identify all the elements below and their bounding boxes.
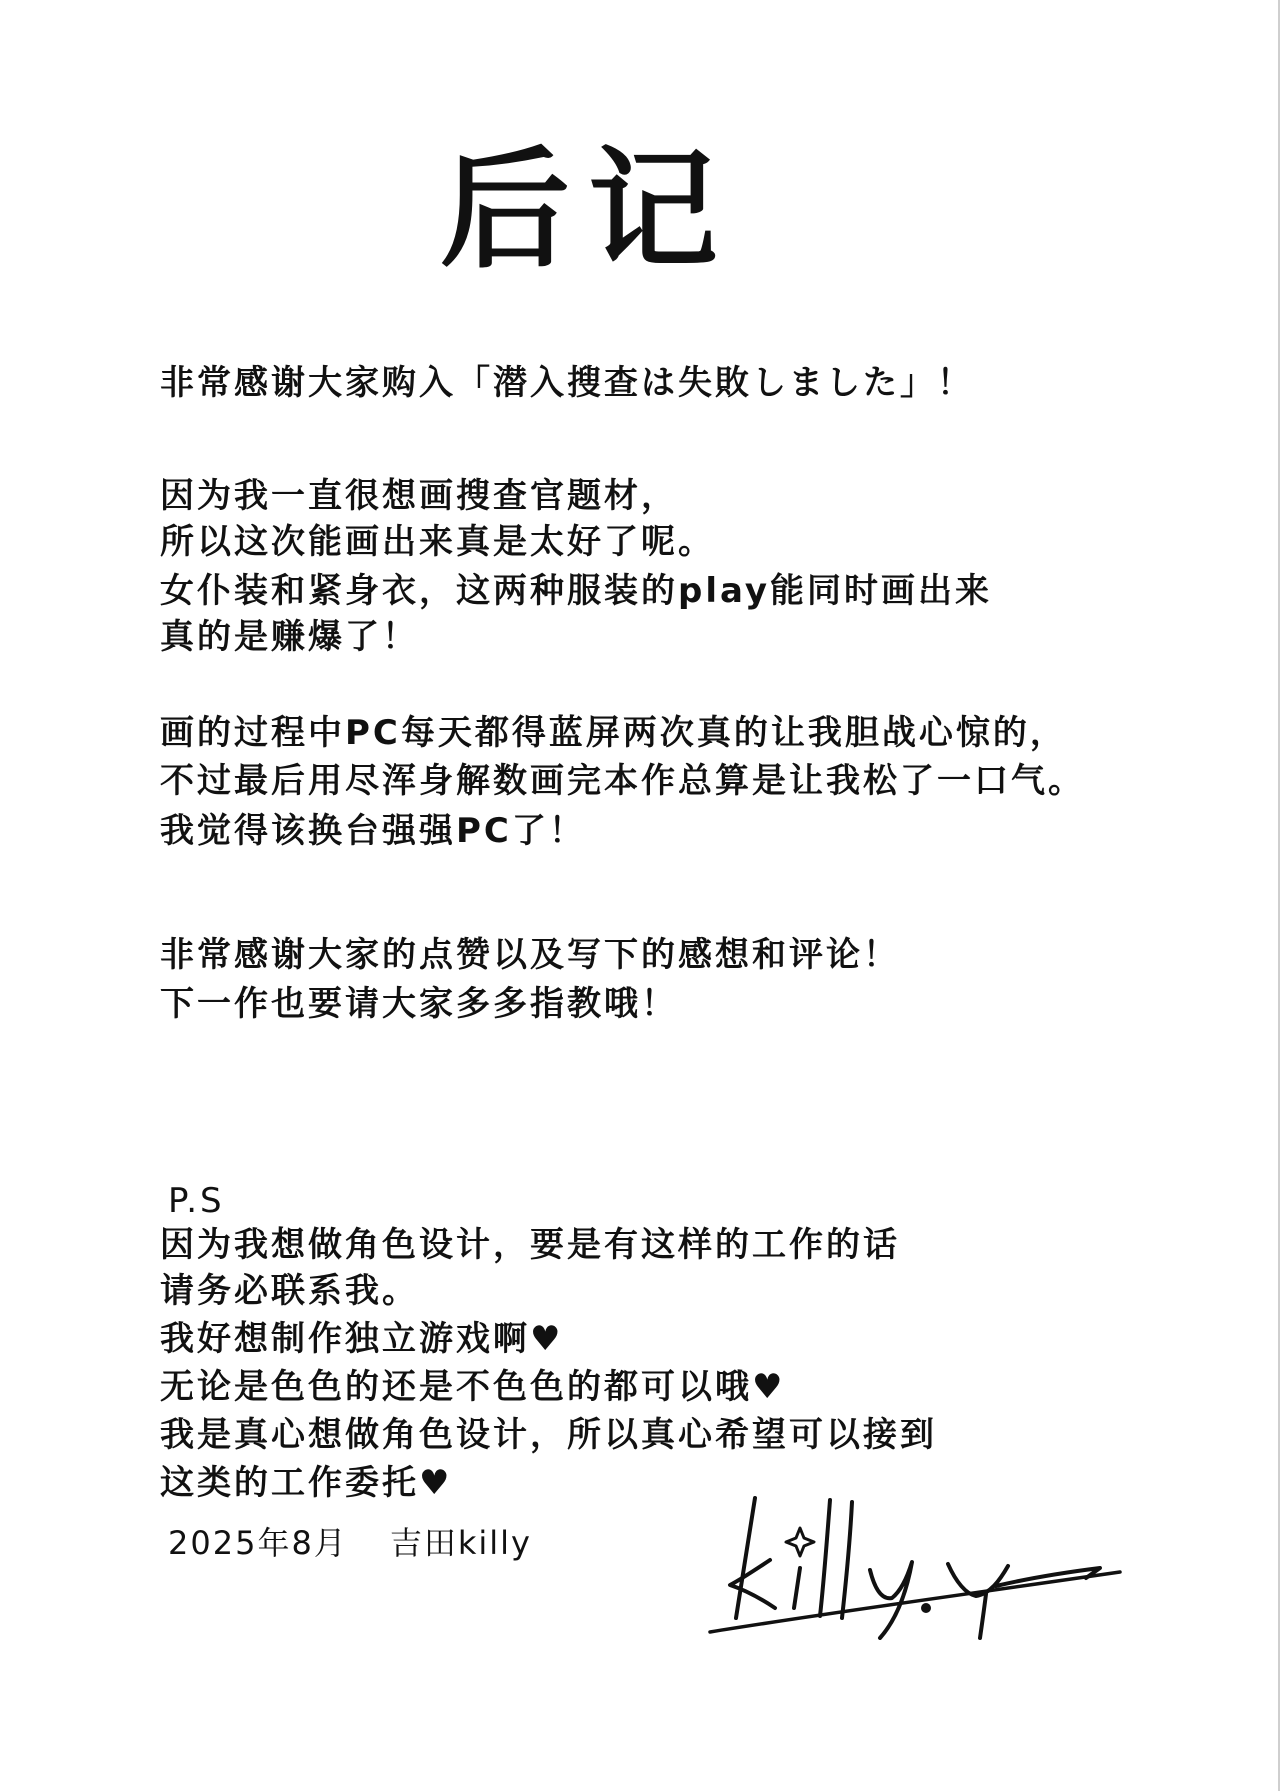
ps-line: 无论是色色的还是不色色的都可以哦♥ — [160, 1367, 786, 1407]
body-line: 所以这次能画出来真是太好了呢。 — [160, 522, 715, 562]
footer-date: 2025年8月 — [168, 1524, 348, 1562]
ps-line: 我好想制作独立游戏啊♥ — [160, 1319, 564, 1359]
body-line: 女仆装和紧身衣，这两种服装的play能同时画出来 — [160, 571, 993, 611]
body-line: 画的过程中PC每天都得蓝屏两次真的让我胆战心惊的， — [160, 713, 1067, 753]
thanks-line: 非常感谢大家购入「潜入搜查は失敗しました」！ — [160, 363, 974, 403]
body-line: 因为我一直很想画搜查官题材， — [160, 476, 678, 516]
footer-author: 吉田killy — [389, 1524, 532, 1562]
handwritten-signature — [700, 1490, 1140, 1640]
ps-line: 请务必联系我。 — [160, 1271, 419, 1311]
ps-line: 我是真心想做角色设计，所以真心希望可以接到 — [160, 1415, 937, 1455]
ps-line: 这类的工作委托♥ — [160, 1463, 453, 1503]
ps-heading: P.S — [168, 1181, 225, 1221]
body-line: 我觉得该换台强强PC了！ — [160, 811, 586, 851]
page-title: 后记 — [440, 134, 737, 286]
body-line: 下一作也要请大家多多指教哦！ — [160, 984, 678, 1024]
body-line: 非常感谢大家的点赞以及写下的感想和评论！ — [160, 935, 900, 975]
footer-date-author — [168, 1521, 532, 1565]
body-line: 真的是赚爆了！ — [160, 617, 419, 657]
ps-line: 因为我想做角色设计，要是有这样的工作的话 — [160, 1225, 900, 1265]
body-line: 不过最后用尽浑身解数画完本作总算是让我松了一口气。 — [160, 761, 1085, 801]
